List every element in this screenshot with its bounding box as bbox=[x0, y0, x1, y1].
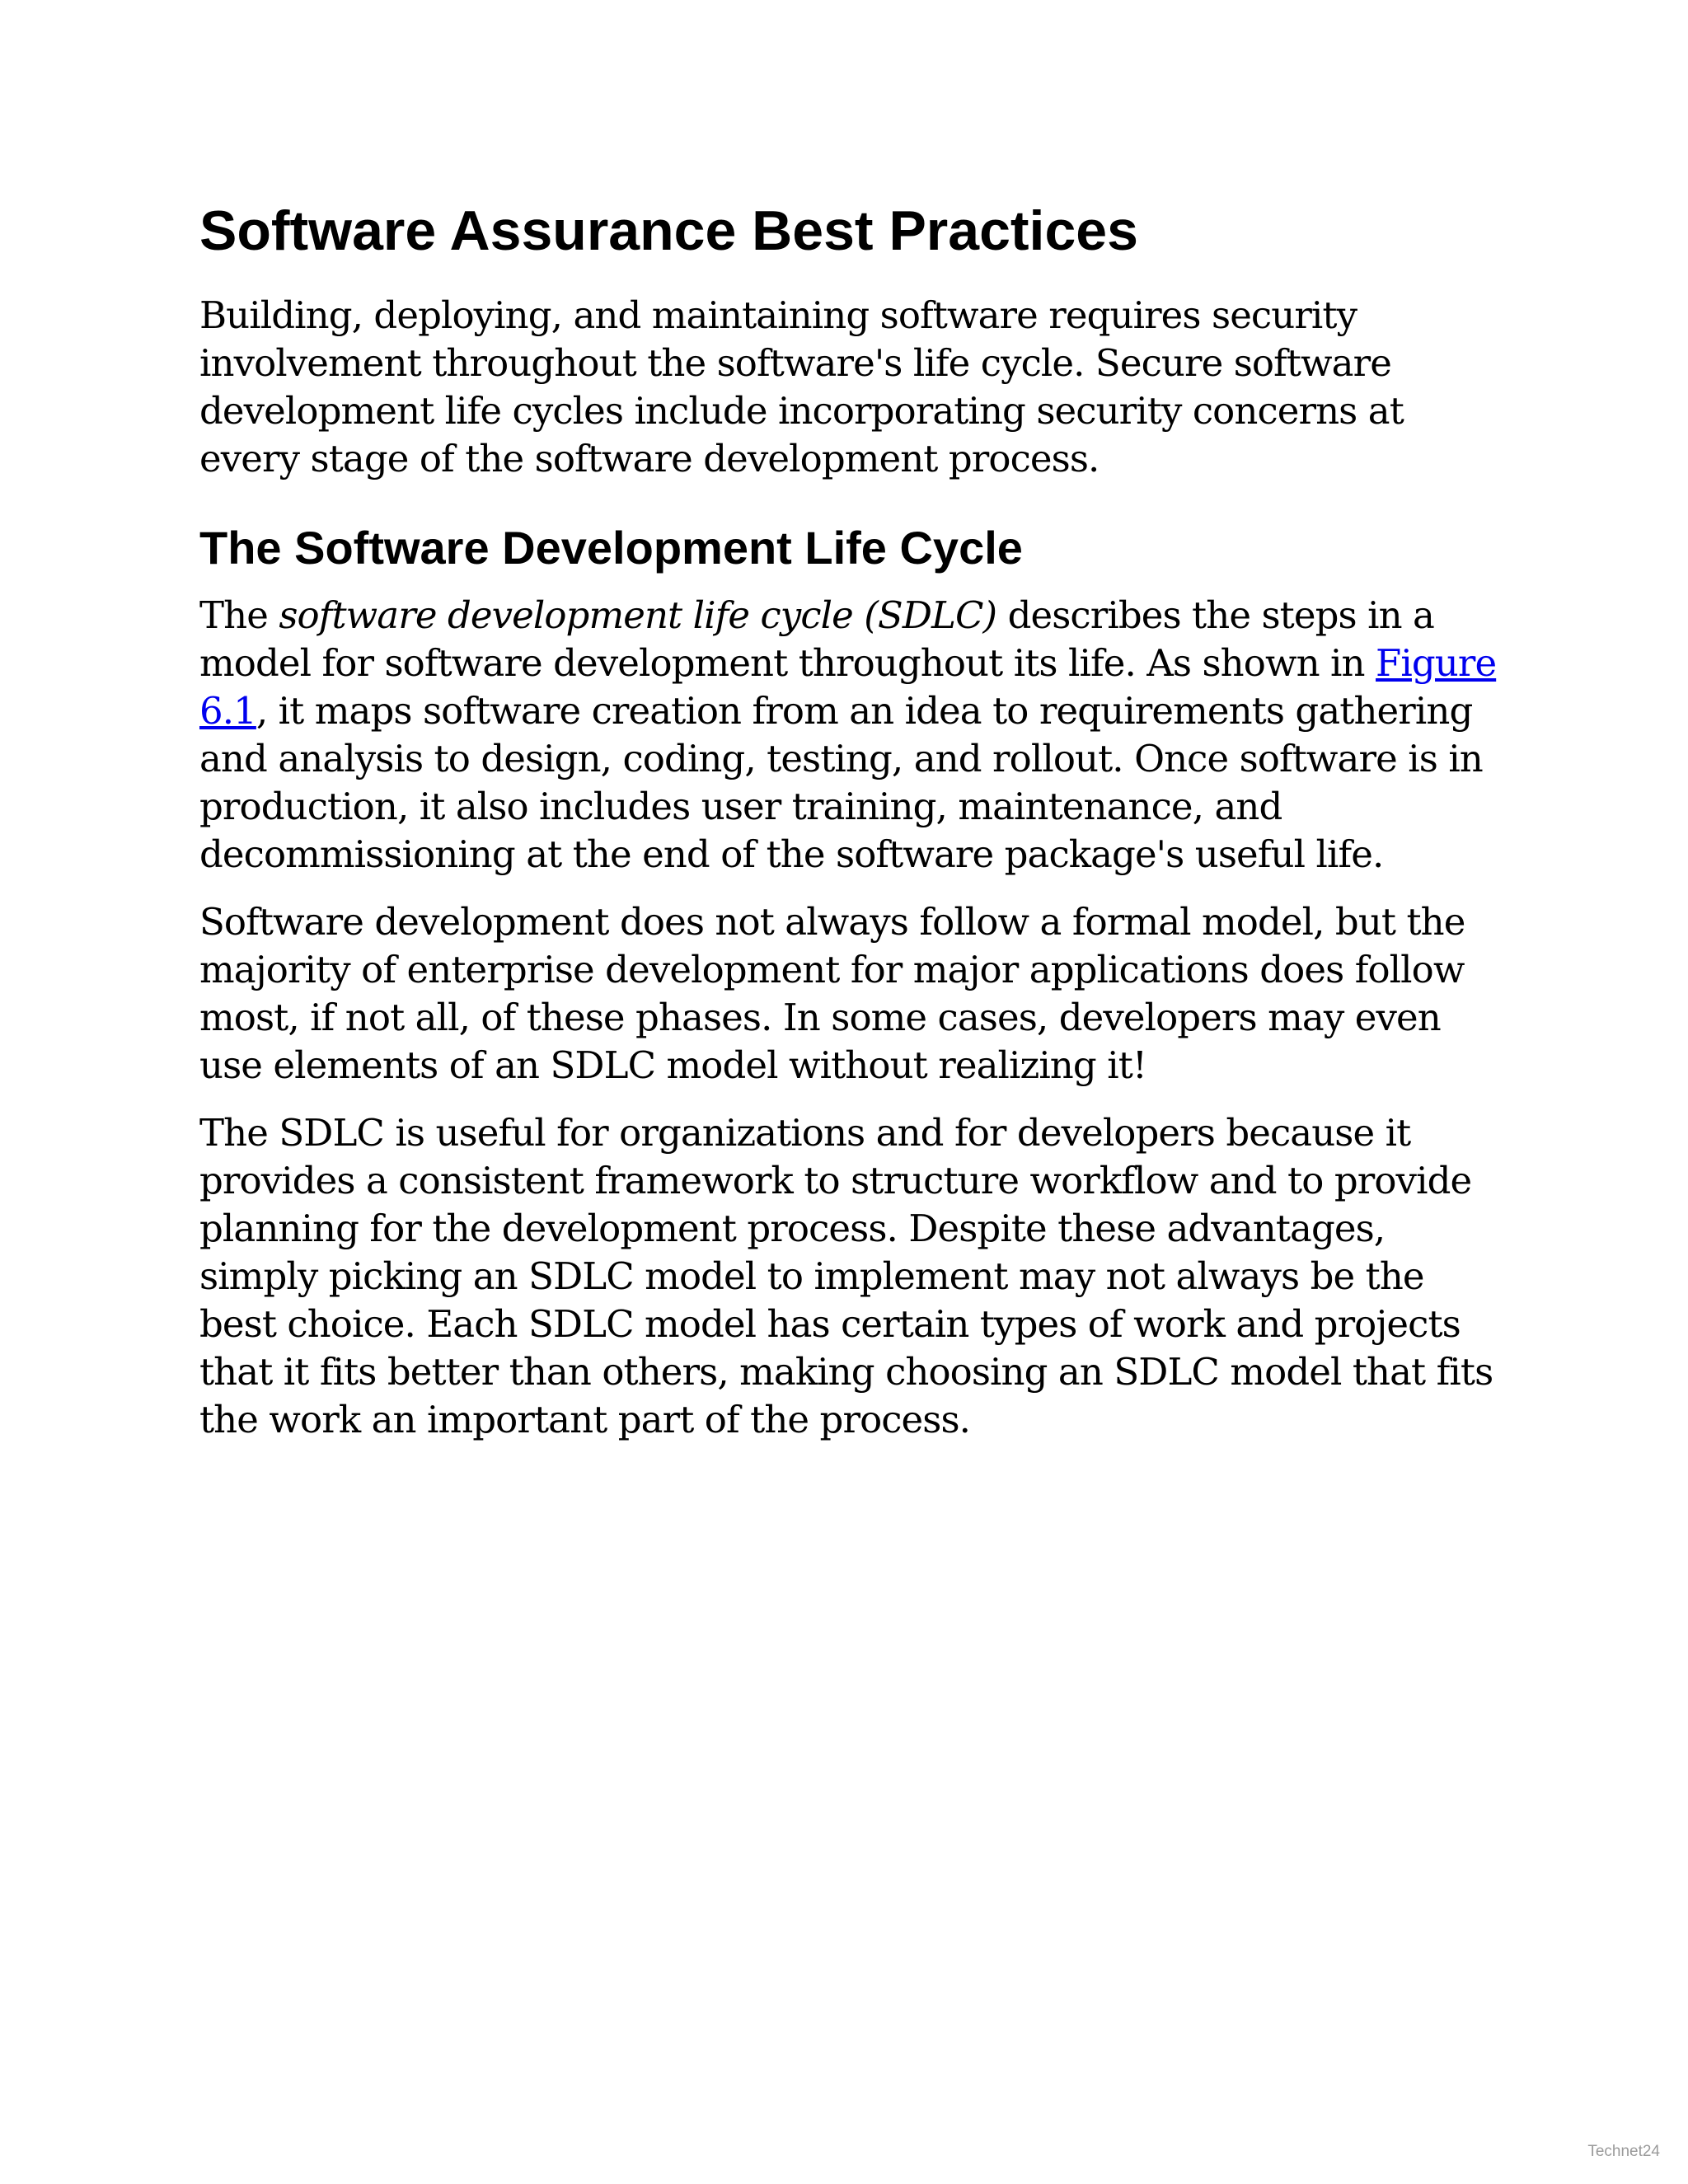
sdlc-term: software development life cycle (SDLC) bbox=[279, 593, 997, 637]
formal-model-paragraph: Software development does not always follow a formal model, but the majority of enterprise development for major applications does follow most, if not all, of these phases. In some cases, developers may even use elements of an SDLC model without realizing it! bbox=[199, 900, 1465, 1087]
figure-link[interactable]: Figure 6.1 bbox=[199, 641, 1497, 733]
sdlc-definition-paragraph bbox=[199, 592, 1502, 879]
paragraph-text: , it maps software creation from an idea to requirements gathering and analysis to design, coding, testing, and rollout. Once software is in production, it also includes user training, maintenance, and decommissioning at the end of the software package's useful life. bbox=[199, 689, 1483, 876]
intro-paragraph: Building, deploying, and maintaining software requires security involvement throughout the software's life cycle. Secure software development life cycles include incorporating security concerns at every stage of the software development process. bbox=[199, 293, 1404, 480]
page-content bbox=[199, 194, 1502, 1464]
watermark: Technet24 bbox=[1587, 2143, 1660, 2160]
paragraph-text: describes the steps in a model for software development throughout its life. As shown in bbox=[199, 593, 1434, 685]
page-title: Software Assurance Best Practices bbox=[199, 199, 1138, 262]
section-heading: The Software Development Life Cycle bbox=[199, 522, 1023, 574]
sdlc-usefulness-paragraph: The SDLC is useful for organizations and for developers because it provides a consistent framework to structure workflow and to provide planning for the development process. Despite these advantages, simply picking an SDLC model to implement may not always be the best choice. Each SDLC model has certain types of work and projects that it fits better than others, making choosing an SDLC model that fits the work an important part of the process. bbox=[199, 1111, 1493, 1441]
paragraph-text: The bbox=[199, 593, 279, 637]
